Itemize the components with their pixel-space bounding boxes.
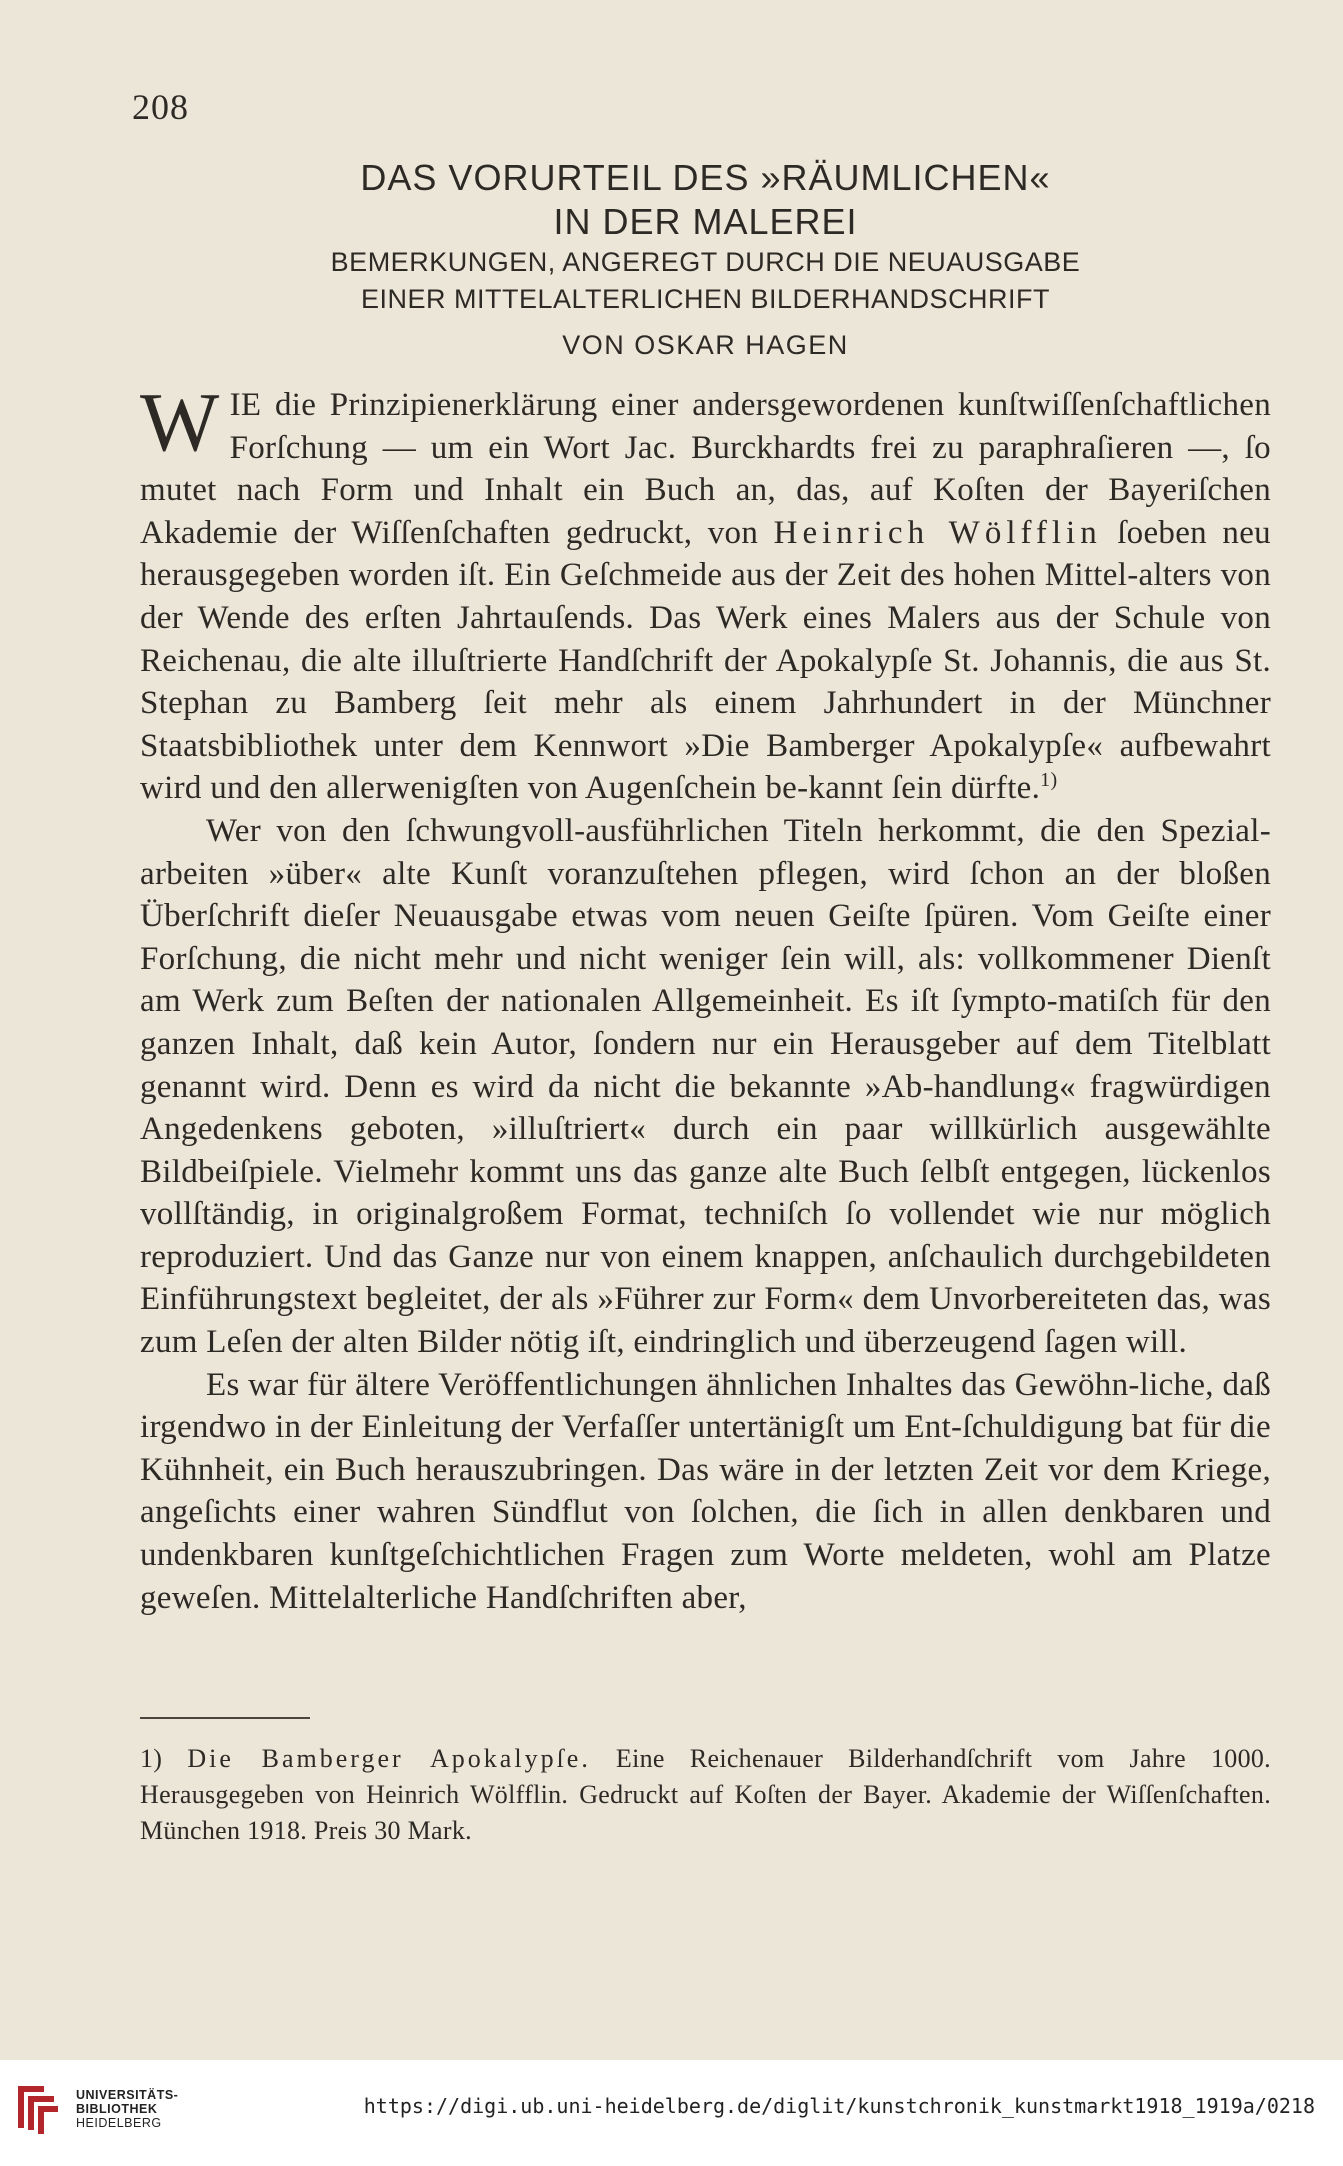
footnote-reference[interactable]: 1): [1040, 769, 1058, 792]
institution-line-2: BIBLIOTHEK: [76, 2102, 158, 2116]
article-body: [140, 376, 1271, 1619]
ub-heidelberg-logo-icon: [14, 2080, 62, 2136]
footnote: [140, 1741, 1271, 1849]
institution-line-1: UNIVERSITÄTS-: [76, 2088, 179, 2102]
footnote-title: Die Bamberger Apokalypſe.: [187, 1744, 591, 1773]
drop-cap: W: [140, 376, 220, 469]
article-title-line-2: IN DER MALEREI: [553, 201, 858, 242]
permalink-url[interactable]: https://digi.ub.uni-heidelberg.de/diglit/kunstchronik_kunstmarkt1918_1919a/0218: [363, 2094, 1315, 2118]
paragraph-1-name: Heinrich Wölfflin: [773, 514, 1102, 551]
footnote-number: 1): [140, 1744, 163, 1773]
footnote-text: Eine Reichenauer Bilderhandſchrift vom Jahre 1000. Herausgegeben von Heinrich Wölfflin. Gedruckt auf Koſten der Bayer. Akademie der Wiſſenſchaften. München 1918. Preis 30 Mark.: [140, 1744, 1271, 1845]
paragraph-1-text-a: IE die Prinzipienerklärung einer andersgewordenen kunſtwiſſenſchaftlichen Forſchung — um ein Wort Jac. Burckhardts frei zu paraphraſieren —, ſo mutet nach Form und Inhalt ein Buch an, das, auf Koſten der Bayeriſchen Akademie der Wiſſenſchaften gedruckt, von: [140, 387, 1271, 551]
viewer-footer: [0, 2060, 1343, 2166]
page-number: 208: [132, 87, 189, 127]
article-subtitle-line-1: BEMERKUNGEN, ANGEREGT DURCH DIE NEUAUSGABE: [330, 247, 1081, 277]
institution-line-3: HEIDELBERG: [76, 2116, 162, 2130]
paragraph-1-text-b: ſoeben neu herausgegeben worden iſt. Ein Geſchmeide aus der Zeit des hohen Mittel-alters von der Wende des erſten Jahrtauſends. Das Werk eines Malers aus der Schule von Reichenau, die alte illuſtrierte Handſchrift der Apokalypſe St. Johannis, die aus St. Stephan zu Bamberg ſeit mehr als einem Jahrhundert in der Münchner Staatsbibliothek unter dem Kennwort »Die Bamberger Apokalypſe« aufbewahrt wird und den allerwenigſten von Augenſchein be-kannt ſein dürfte.: [140, 514, 1271, 807]
paragraph-1: [140, 376, 1271, 810]
article-title-line-1: DAS VORURTEIL DES »RÄUMLICHEN«: [360, 157, 1051, 198]
article-author: VON OSKAR HAGEN: [562, 330, 849, 360]
article-subtitle-line-2: EINER MITTELALTERLICHEN BILDERHANDSCHRIFT: [360, 284, 1051, 314]
paragraph-3: Es war für ältere Veröffentlichungen ähnlichen Inhaltes das Gewöhn-liche, daß irgendwo in der Einleitung der Verfaſſer untertänigſt um Ent-ſchuldigung bat für die Kühnheit, ein Buch herauszubringen. Das wäre in der letzten Zeit vor dem Kriege, angeſichts einer wahren Sündflut von ſolchen, die ſich in allen denkbaren und undenkbaren kunſtgeſchichtlichen Fragen zum Worte meldeten, wohl am Platze geweſen. Mittelalterliche Handſchriften aber,: [140, 1366, 1271, 1616]
footnote-divider: [140, 1717, 310, 1719]
paragraph-2: Wer von den ſchwungvoll-ausführlichen Titeln herkommt, die den Spezial-arbeiten »über« alte Kunſt voranzuſtehen pflegen, wird ſchon an der bloßen Überſchrift dieſer Neuausgabe etwas vom neuen Geiſte ſpüren. Vom Geiſte einer Forſchung, die nicht mehr und nicht weniger ſein will, als: vollkommener Dienſt am Werk zum Beſten der nationalen Allgemeinheit. Es iſt ſympto-matiſch für den ganzen Inhalt, daß kein Autor, ſondern nur ein Herausgeber auf dem Titelblatt genannt wird. Denn es wird da nicht die bekannte »Ab-handlung« fragwürdigen Angedenkens geboten, »illuſtriert« durch ein paar willkürlich ausgewählte Bildbeiſpiele. Vielmehr kommt uns das ganze alte Buch ſelbſt entgegen, lückenlos vollſtändig, in originalgroßem Format, techniſch ſo vollendet wie nur möglich reproduziert. Und das Ganze nur von einem knappen, anſchaulich durchgebildeten Einführungstext begleitet, der als »Führer zur Form« dem Unvorbereiteten das, was zum Leſen der alten Bilder nötig iſt, eindringlich und überzeugend ſagen will.: [140, 812, 1271, 1361]
institution-name: [76, 2088, 178, 2130]
